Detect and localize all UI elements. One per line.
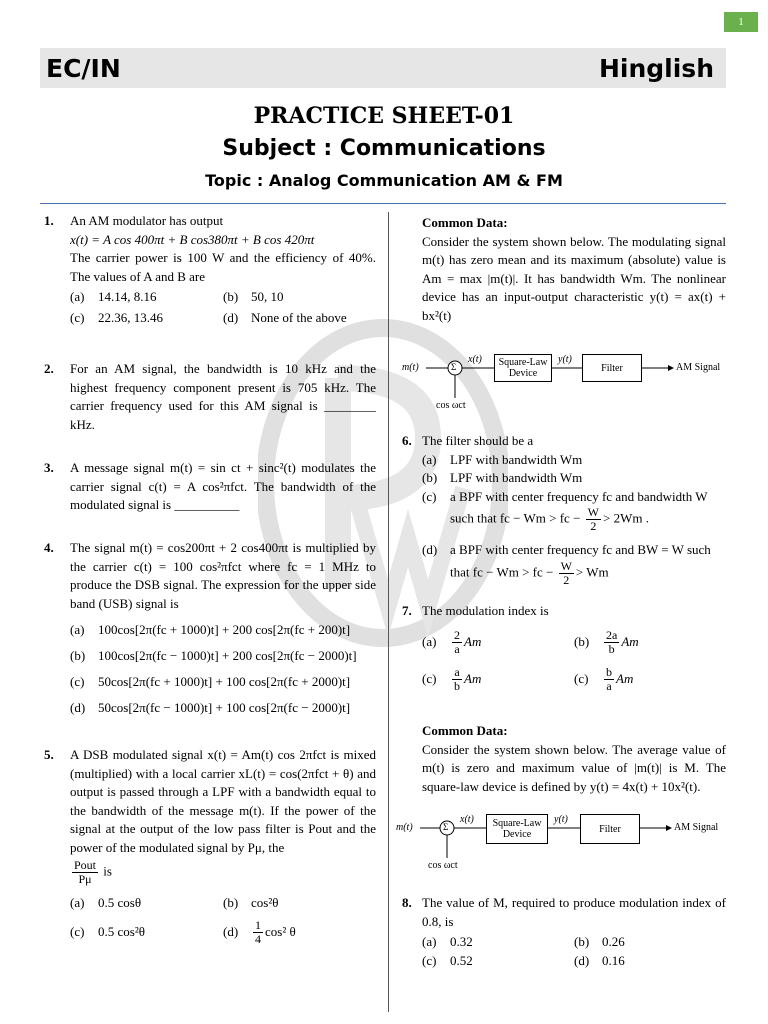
option[interactable]: (d) a BPF with center frequency fc and BW = W such [422,542,711,557]
option[interactable]: (b) LPF with bandwidth Wm [422,470,583,485]
option[interactable]: (c) 50cos[2π(fc + 1000)t] + 100 cos[2π(fc + 2000)t] [70,673,351,689]
carrier-label: cos ωct [428,860,458,871]
fraction: $\frac{\text{Pout}}{P\mu}$ [74,858,97,886]
option[interactable]: (a) 0.5 cosθ [70,895,142,910]
option[interactable]: (d) None of the above [223,309,347,325]
option-c-condition: such that fc − Wm > fc − $\frac{W}{2}$ > 2Wm . [450,505,649,533]
option[interactable]: (d) 0.16 [574,952,625,968]
option[interactable]: (a) LPF with bandwidth Wm [422,451,583,467]
square-law-block: Square-Law Device [494,354,552,382]
x-label: x(t) [468,354,482,365]
option[interactable]: (c) 22.36, 13.46 [70,309,163,325]
option[interactable]: (a) 0.32 [422,934,473,949]
question-6: 6. The filter should be a (a) LPF with bandwidth Wm (b) LPF with bandwidth Wm (c) a BPF with center frequency fc and bandwidth W such that fc − Wm > fc − $\frac{W}{2}$ > 2Wm . (d) a BPF with center frequency fc and BW = W such that fc − Wm > fc − $\frac{W}{2}$ > Wm [398,432,726,587]
option[interactable]: (a) 14.14, 8.16 [70,289,157,304]
output-label: AM Signal [674,822,719,833]
sum-icon: Σ [451,362,457,372]
header-right: Hinglish [598,53,714,83]
carrier-label: cos ωct [436,400,466,411]
output-label: AM Signal [676,362,721,373]
option[interactable]: (b) 50, 10 [223,289,284,304]
x-label: x(t) [460,814,474,825]
question-2: 2. For an AM signal, the bandwidth is 10 kHz and the highest frequency component present is 705 kHz. The carrier frequency used for this AM signal is ________ kHz. [44,361,376,432]
option[interactable]: (b) 0.26 [574,934,625,949]
block-diagram-2 [396,808,726,878]
question-1: 1. An AM modulator has output x(t) = A cos 400πt + B cos380πt + B cos 420πt The carrier power is 100 W and the efficiency of 40%. The values of A and B are (a) 14.14, 8.16 (b) 50, 10 (c) 22.36, 13.46 (d) None of the above [40,212,376,329]
page-number: 1 [724,12,758,32]
y-label: y(t) [554,814,568,825]
header-bar [40,48,726,88]
option-d-condition: that fc − Wm > fc − $\frac{W}{2}$ > Wm [450,558,609,587]
option[interactable]: (b) $\frac{2a}{b}$ Am [574,627,639,656]
subject-title: Subject : Communications [222,136,546,161]
common-data-1: Common Data: Consider the system shown below. The modulating signal m(t) has zero mean and its maximum (absolute) value is Am = max |m(t)|. It has bandwidth Wm. The nonlinear device has an input-output characteristic y(t) = ax(t) + bx²(t) [422,215,726,323]
question-7: 7. The modulation index is (a) $\frac{2}{a}$ Am (b) $\frac{2a}{b}$ Am (c) $\frac{a}{b}$ Am (c) $\frac{b}{a}$ Am [398,602,726,693]
option[interactable]: (b) cos²θ [223,895,279,910]
input-label: m(t) [396,822,413,833]
y-label: y(t) [558,354,572,365]
titles [0,100,768,196]
option[interactable]: (a) 100cos[2π(fc + 1000)t] + 200 cos[2π(fc + 200)t] [70,621,351,637]
sheet-title: PRACTICE SHEET-01 [253,103,515,129]
option[interactable]: (c) a BPF with center frequency fc and bandwidth W [422,488,708,504]
option[interactable]: (a) $\frac{2}{a}$ Am [422,627,482,656]
filter-block: Filter [580,814,640,844]
square-law-block: Square-Law Device [486,814,548,844]
option[interactable]: (d) $\frac{1}{4}$ cos² θ [223,917,296,946]
title-rule [40,203,726,204]
option[interactable]: (b) 100cos[2π(fc − 1000)t] + 200 cos[2π(fc − 2000)t] [70,647,357,663]
block-diagram-1 [398,348,728,418]
option[interactable]: (c) $\frac{b}{a}$ Am [574,664,634,693]
common-data-2: Common Data: Consider the system shown below. The average value of m(t) is zero and maximum value of |m(t)| is M. The square-law device is defined by y(t) = 4x(t) + 10x²(t). [422,723,726,794]
question-5: 5. A DSB modulated signal x(t) = Am(t) cos 2πfct is mixed (multiplied) with a local carrier xL(t) = cos(2πfct + θ) and output is passed through a LPF with a bandwidth equal to the bandwidth of the message m(t). If the power of the signal at the output of the low pass filter is Pout and the power of the modulated signal by Pμ, the $\frac{\text{Pout}}{P\mu}$ is (a) 0.5 cosθ (b) cos²θ (c) 0.5 cos²θ (d) $\frac{1}{4}$ cos² θ [44,747,376,946]
option[interactable]: (c) $\frac{a}{b}$ Am [422,664,482,693]
topic-title: Topic : Analog Communication AM & FM [205,171,563,190]
header-left: EC/IN [46,53,121,83]
filter-block: Filter [582,354,642,382]
option[interactable]: (d) 50cos[2π(fc − 1000)t] + 100 cos[2π(fc − 2000)t] [70,699,351,715]
input-label: m(t) [402,362,419,373]
question-8: 8. The value of M, required to produce modulation index of 0.8, is (a) 0.32 (b) 0.26 (c) 0.52 (d) 0.16 [398,894,726,970]
option[interactable]: (c) 0.52 [422,952,473,968]
sum-icon: Σ [443,822,449,832]
question-3: 3. A message signal m(t) = sin ct + sinc²(t) modulates the carrier signal c(t) = A cos²πfct. The bandwidth of the modulated signal is __________ [44,460,376,512]
option[interactable]: (c) 0.5 cos²θ [70,923,145,939]
question-4: 4. The signal m(t) = cos200πt + 2 cos400πt is multiplied by the carrier c(t) = 100 cos²πfct where fc = 1 MHz to produce the DSB signal. The expression for the upper side band (USB) signal is (a) 100cos[2π(fc + 1000)t] + 200 cos[2π(fc + 200)t] (b) 100cos[2π(fc − 1000)t] + 200 cos[2π(fc − 2000)t] (c) 50cos[2π(fc + 1000)t] + 100 cos[2π(fc + 2000)t] (d) 50cos[2π(fc − 1000)t] + 100 cos[2π(fc − 2000)t] [40,539,376,721]
column-divider [388,212,389,1012]
